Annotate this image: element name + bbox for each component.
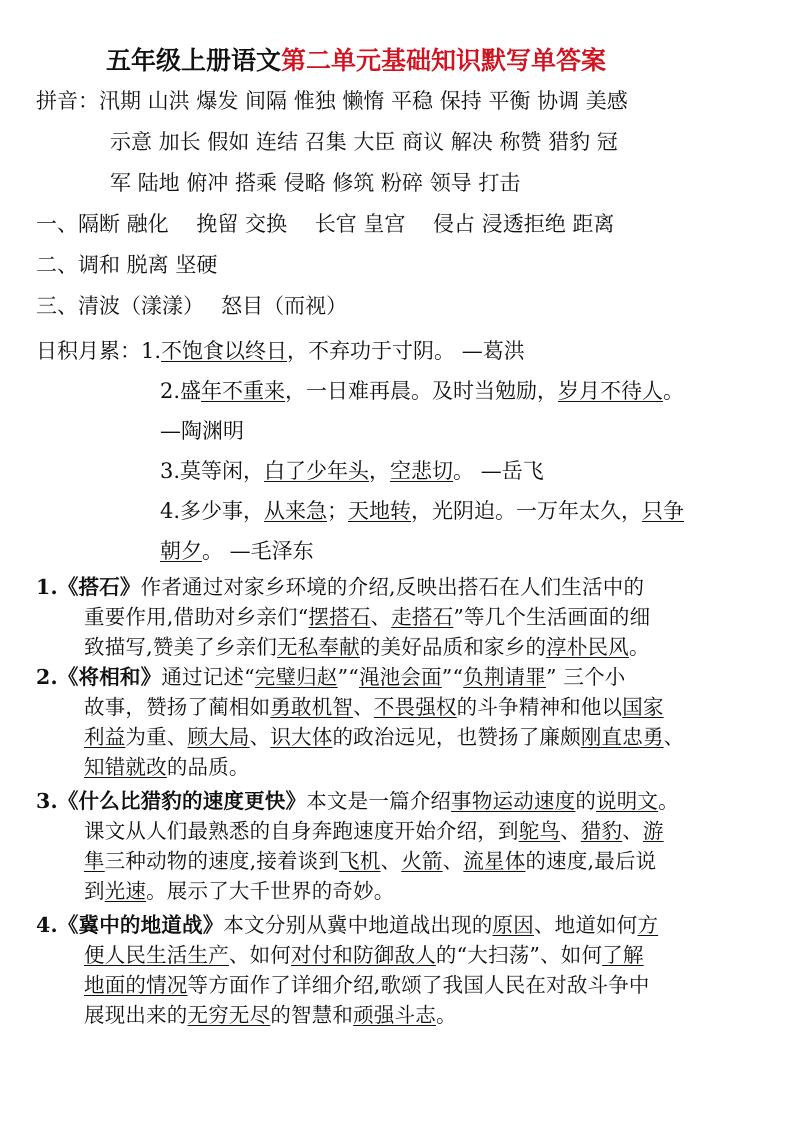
- pinyin-line-2: 示意 加长 假如 连结 召集 大臣 商议 解决 称赞 猎豹 冠: [110, 130, 618, 154]
- underlined-answer: 知错就改: [84, 755, 167, 779]
- lesson-title: 《搭石》: [57, 575, 141, 599]
- underlined-answer: 事物运动速度: [451, 789, 576, 813]
- text: 的: [575, 789, 597, 813]
- title-red: 第二单元基础知识默写单答案: [281, 46, 607, 75]
- text: 作者通过对家乡环境的介绍,反映出搭石在人们生活中的: [140, 575, 645, 599]
- underlined-answer: 鸵鸟: [518, 819, 561, 843]
- text: 本文是一篇介绍: [306, 789, 452, 813]
- text: 、: [663, 725, 685, 749]
- text: 到: [84, 879, 105, 903]
- underlined-answer: 顽强斗志: [353, 1003, 436, 1027]
- text: 的智慧和: [270, 1003, 354, 1027]
- underlined-answer: 不饱食以终日: [161, 339, 288, 363]
- underlined-answer: 刚直忠勇: [580, 725, 664, 749]
- underlined-answer: 原因: [492, 913, 534, 937]
- text: 、如何: [228, 943, 292, 967]
- riji-line-4: [160, 456, 544, 486]
- item-number: 3.: [36, 789, 58, 813]
- text: ，光阴迫。一万年太久，: [411, 499, 643, 523]
- summary-4-line-4: [84, 1000, 457, 1030]
- text: 、: [353, 695, 374, 719]
- underlined-answer: 飞机: [339, 849, 381, 873]
- text: 重要作用,借助对乡亲们“: [84, 605, 309, 629]
- text: 、: [249, 725, 271, 749]
- underlined-answer: 游: [642, 819, 664, 843]
- text: 。展示了大千世界的奇妙。: [146, 879, 395, 903]
- text: 。 —岳飞: [453, 459, 544, 483]
- underlined-answer: 勇敢机智: [270, 695, 354, 719]
- summary-3-line-2: [84, 816, 664, 846]
- underlined-answer: 便人民生活生产: [84, 943, 229, 967]
- lesson-title: 《什么比猎豹的速度更快》: [57, 789, 307, 813]
- riji-line-2: [160, 376, 684, 406]
- text: 。: [658, 789, 679, 813]
- text: 展现出来的: [84, 1003, 188, 1027]
- text: ，一日难再晨。及时当勉励，: [285, 379, 559, 403]
- lesson-title: 《冀中的地道战》: [57, 913, 224, 937]
- text: 1.: [141, 339, 162, 363]
- text: 。 —毛泽东: [202, 539, 314, 563]
- summary-2-line-2: [84, 692, 664, 722]
- underlined-answer: 走搭石: [391, 605, 454, 629]
- summary-3-line-4: [84, 876, 395, 906]
- underlined-answer: 无穷无尽: [187, 1003, 271, 1027]
- text: 为重、: [125, 725, 188, 749]
- underlined-answer: 只争: [642, 499, 685, 523]
- underlined-answer: 隼: [84, 849, 105, 873]
- text: 。: [663, 379, 685, 403]
- underlined-answer: 岁月不待人: [558, 379, 664, 403]
- underlined-answer: 天地转: [348, 499, 412, 523]
- underlined-answer: 对付和防御敌人: [291, 943, 436, 967]
- text: 的“大扫荡”、如何: [435, 943, 603, 967]
- underlined-answer: 顾大局: [187, 725, 250, 749]
- summary-4-line-2: [84, 940, 644, 970]
- summary-1-line-2: [84, 602, 650, 632]
- underlined-answer: 利益: [84, 725, 126, 749]
- text: 通过记述“: [161, 665, 255, 689]
- text: 、: [380, 849, 402, 873]
- underlined-answer: 从来急: [264, 499, 328, 523]
- underlined-answer: 负荆请罪: [463, 665, 546, 689]
- text: 的速度,最后说: [525, 849, 657, 873]
- text: 、地道如何: [533, 913, 638, 937]
- underlined-answer: 方: [637, 913, 659, 937]
- pinyin-label: 拼音：: [36, 89, 99, 113]
- text: 的政治远见，也赞扬了廉颇: [332, 725, 581, 749]
- riji-line-6: [160, 536, 314, 566]
- underlined-answer: 国家: [622, 695, 664, 719]
- underlined-answer: 渑池会面: [358, 665, 442, 689]
- underlined-answer: 猎豹: [580, 819, 623, 843]
- text: ”“: [441, 665, 464, 689]
- text: 的斗争精神和他以: [456, 695, 623, 719]
- text: 2.盛: [160, 379, 202, 403]
- summary-4-line-3: [84, 970, 650, 1000]
- underlined-answer: 识大体: [270, 725, 333, 749]
- underlined-answer: 无私奉献: [277, 635, 360, 659]
- section-two: 二、调和 脱离 坚硬: [36, 253, 218, 277]
- riji-line-1: [36, 336, 525, 366]
- summary-2-line-3: [84, 722, 684, 752]
- pinyin-line-1: [36, 86, 628, 116]
- riji-line-3: —陶渊明: [160, 419, 244, 443]
- riji-line-5: [160, 496, 684, 526]
- underlined-answer: 年不重来: [201, 379, 286, 403]
- text: 本文分别从冀中地道战出现的: [223, 913, 493, 937]
- text: 。: [435, 1003, 457, 1027]
- text: ” 三个小: [545, 665, 626, 689]
- underlined-answer: 说明文: [596, 789, 659, 813]
- text: ”“: [337, 665, 359, 689]
- text: 致描写,赞美了乡亲们: [84, 635, 278, 659]
- text: 课文从人们最熟悉的自身奔跑速度开始介绍，到: [84, 819, 519, 843]
- item-number: 2.: [36, 665, 58, 689]
- underlined-answer: 完璧归赵: [254, 665, 338, 689]
- underlined-answer: 了解: [602, 943, 644, 967]
- item-number: 4.: [36, 913, 58, 937]
- summary-1-line-3: [84, 632, 650, 662]
- underlined-answer: 不畏强权: [373, 695, 457, 719]
- text: 、: [622, 819, 643, 843]
- underlined-answer: 淳朴民风: [546, 635, 629, 659]
- text: 、: [560, 819, 581, 843]
- underlined-answer: 空悲切: [390, 459, 454, 483]
- underlined-answer: 火箭: [401, 849, 443, 873]
- item-number: 1.: [36, 575, 58, 599]
- underlined-answer: 白了少年头: [264, 459, 370, 483]
- text: ，: [369, 459, 391, 483]
- underlined-answer: 朝夕: [160, 539, 202, 563]
- text: 三种动物的速度,接着谈到: [104, 849, 340, 873]
- summary-4-line-1: [36, 910, 658, 940]
- text: 。: [628, 635, 650, 659]
- page-title: [106, 44, 606, 78]
- underlined-answer: 地面的情况: [84, 973, 188, 997]
- underlined-answer: 摆搭石: [308, 605, 371, 629]
- text: 的品质。: [166, 755, 250, 779]
- text: ，不弃功于寸阴。 —葛洪: [287, 339, 525, 363]
- text: 4.多少事，: [160, 499, 265, 523]
- summary-3-line-3: [84, 846, 656, 876]
- section-one: 一、隔断 融化 挽留 交换 长官 皇宫 侵占 浸透拒绝 距离: [36, 212, 615, 236]
- summary-2-line-1: [36, 662, 625, 692]
- summary-3-line-1: [36, 786, 679, 816]
- pinyin-line-3: 军 陆地 俯冲 搭乘 侵略 修筑 粉碎 领导 打击: [110, 171, 521, 195]
- lesson-title: 《将相和》: [57, 665, 162, 689]
- text: 的美好品质和家乡的: [359, 635, 547, 659]
- text: 等方面作了详细介绍,歌颂了我国人民在对敌斗争中: [187, 973, 650, 997]
- text: 故事，赞扬了蔺相如: [84, 695, 271, 719]
- riji-label: 日积月累：: [36, 339, 141, 363]
- text: 、: [370, 605, 392, 629]
- text: ；: [327, 499, 349, 523]
- underlined-answer: 流星体: [463, 849, 526, 873]
- text: ”等几个生活画面的细: [453, 605, 651, 629]
- summary-1-line-1: [36, 572, 644, 602]
- section-three: 三、清波（漾漾） 怒目（而视）: [36, 294, 348, 318]
- pinyin-words-1: 汛期 山洪 爆发 间隔 惟独 懒惰 平稳 保持 平衡 协调 美感: [99, 89, 628, 113]
- summary-2-line-4: [84, 752, 250, 782]
- text: 3.莫等闲，: [160, 459, 265, 483]
- title-black: 五年级上册语文: [106, 46, 282, 75]
- underlined-answer: 光速: [104, 879, 147, 903]
- text: 、: [442, 849, 464, 873]
